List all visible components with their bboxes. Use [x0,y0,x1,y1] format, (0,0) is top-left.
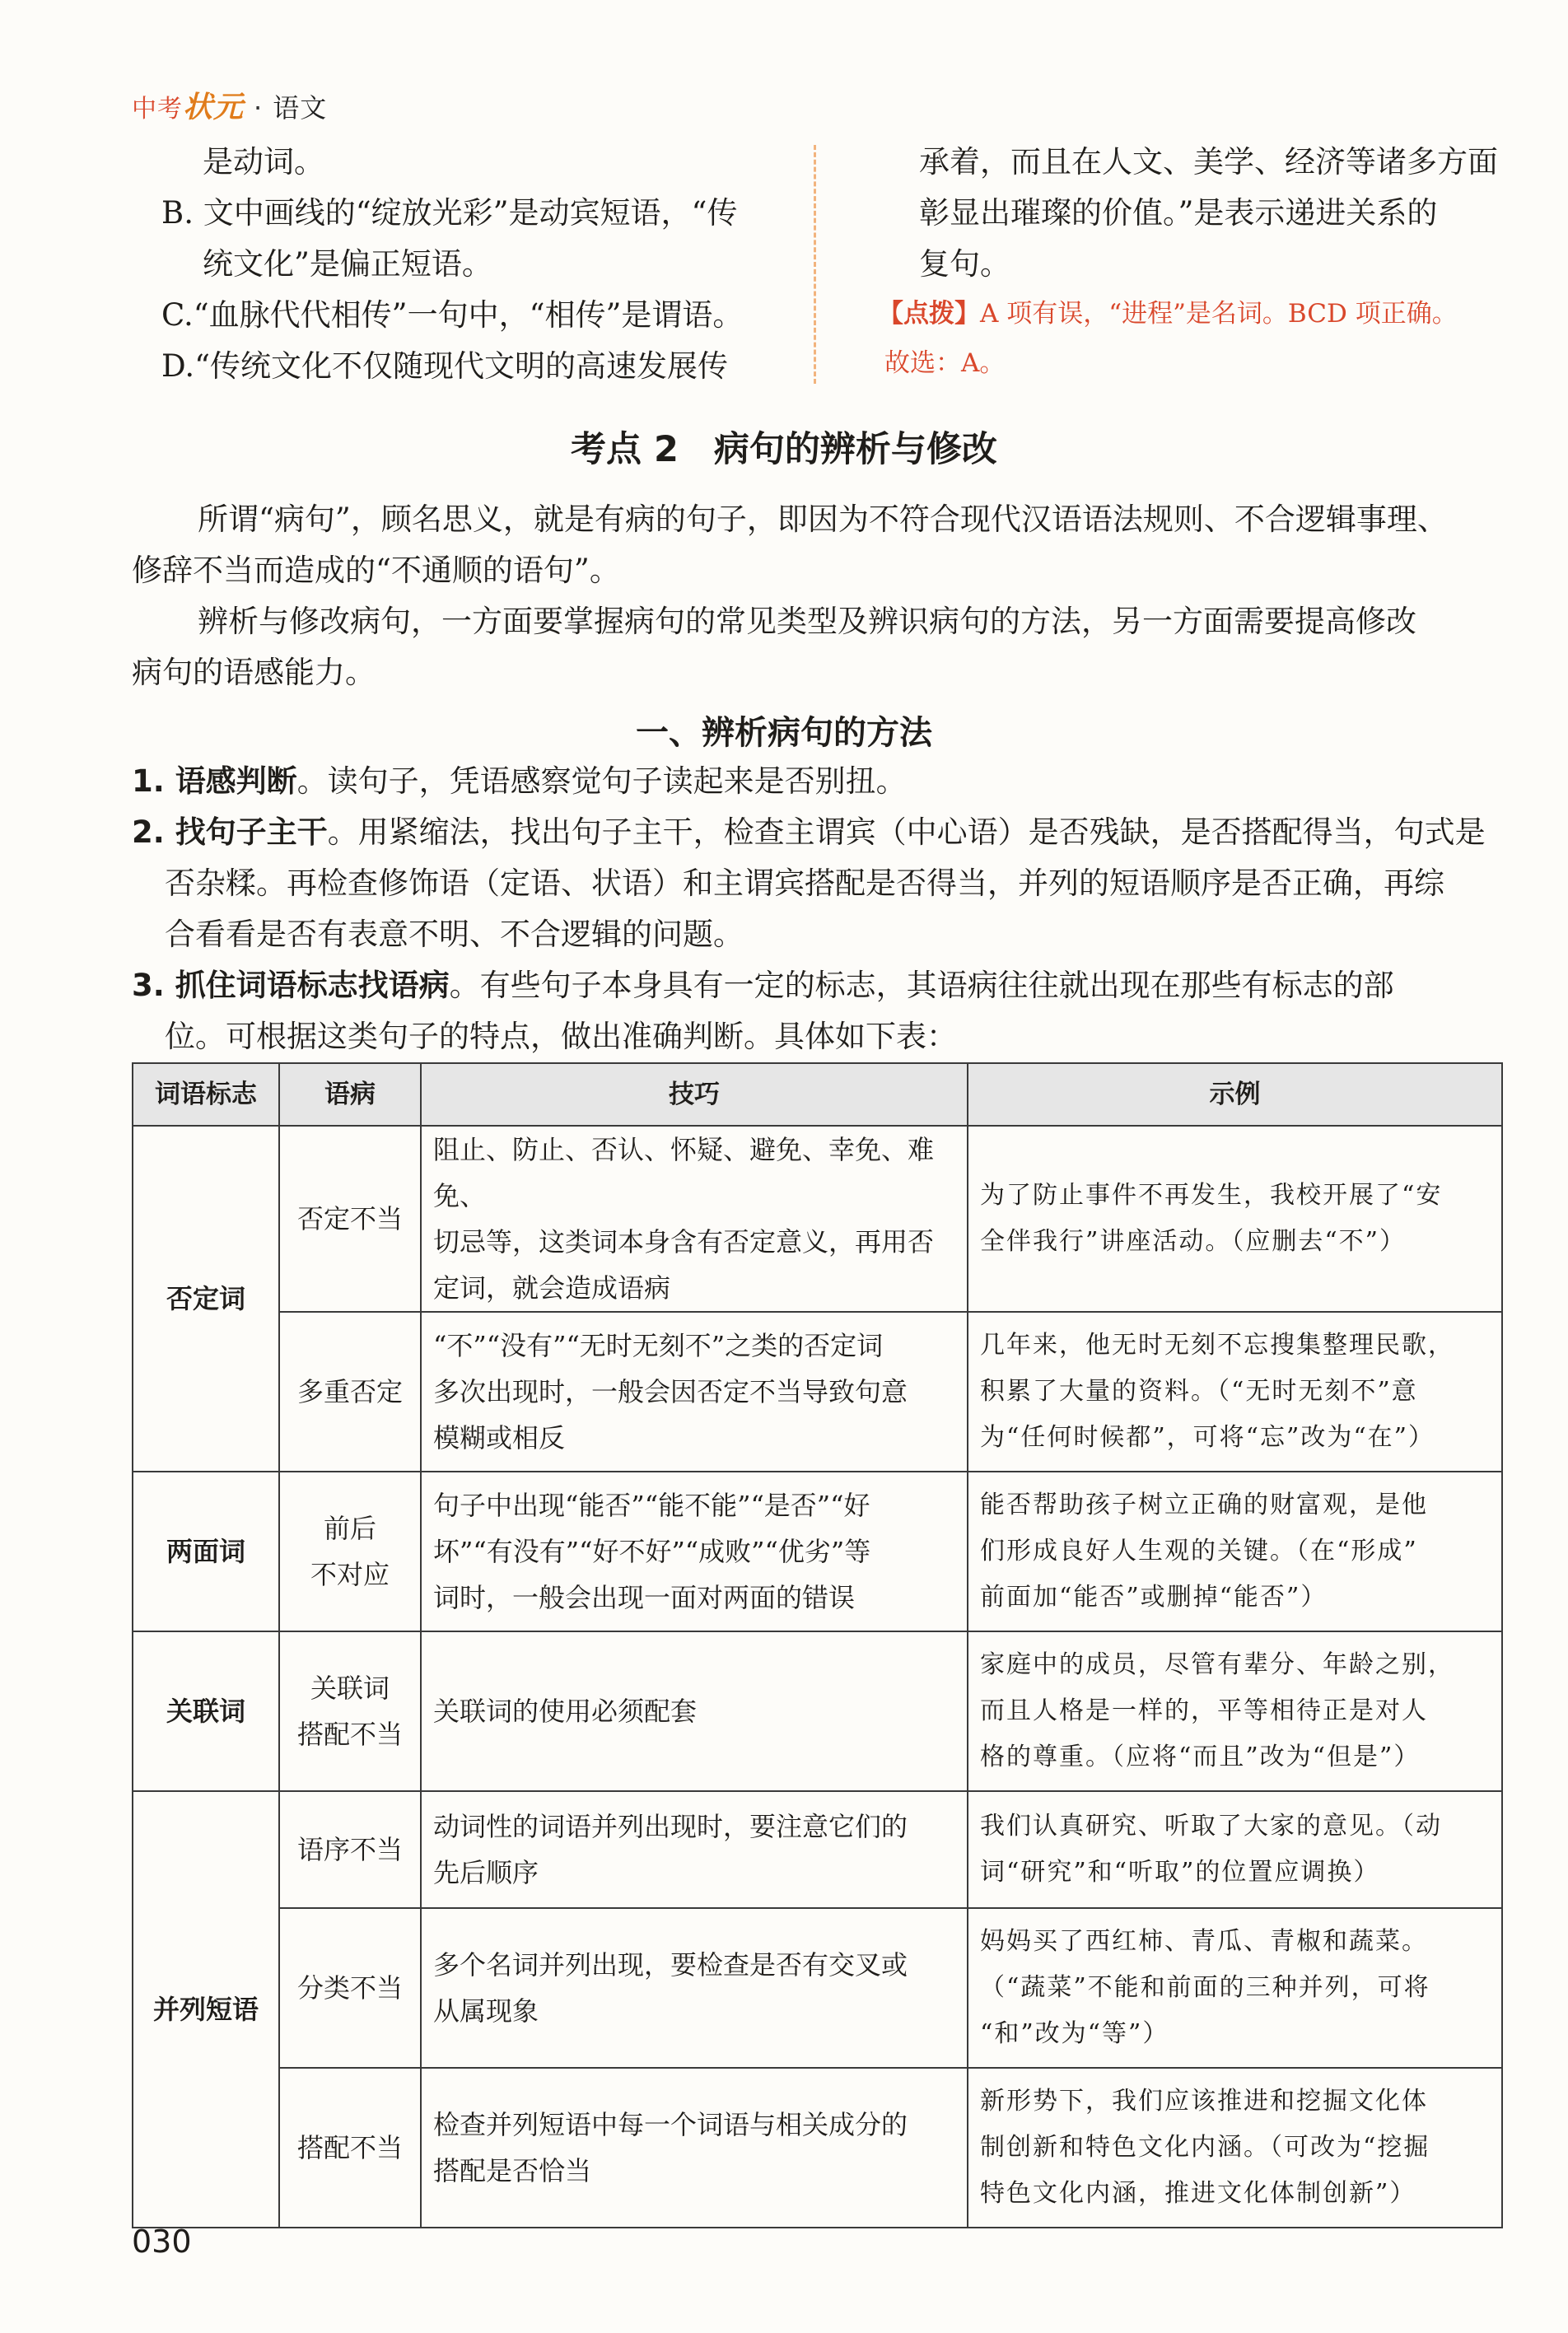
table-row [133,1312,1502,1472]
hint-note [878,301,1458,327]
example-cell [968,1126,1502,1312]
method-head: 语感判断 [175,763,297,799]
cell-line: 词时，一般会出现一面对两面的错误 [433,1582,856,1613]
cell-line: 前面加“能否”或删掉“能否”） [980,1583,1328,1612]
hint-text: A 项有误，“进程”是名词。BCD 项正确。 [980,299,1458,329]
example-cell [968,1312,1502,1472]
cell-line: 坏”“有没有”“好不好”“成败”“优劣”等 [433,1536,871,1567]
error-type-cell [279,1472,421,1631]
cell-line: “和”改为“等”） [980,2019,1169,2048]
left-col-line: 统文化”是偏正短语。 [203,246,492,282]
col-header: 技巧 [421,1063,968,1126]
option-c-line: C.“血脉代代相传”一句中，“相传”是谓语。 [161,297,744,333]
table-row [133,1126,1502,1312]
cell-line: 搭配是否恰当 [433,2155,592,2186]
technique-cell [421,1472,968,1631]
cell-line: 切忌等，这类词本身含有否定意义，再用否 [433,1226,935,1257]
right-col-line: 承着，而且在人文、美学、经济等诸多方面 [919,144,1498,180]
example-cell [968,1472,1502,1631]
col-header: 示例 [968,1063,1502,1126]
cell-line: 而且人格是一样的，平等相待正是对人 [980,1696,1428,1725]
cell-line: 为了防止事件不再发生，我校开展了“安 [980,1181,1443,1210]
cell-line: 制创新和特色文化内涵。（可改为“挖掘 [980,2133,1430,2162]
cell-line: 们形成良好人生观的关键。（在“形成” [980,1537,1418,1565]
option-b-line: B. 文中画线的“绽放光彩”是动宾短语，“传 [161,195,738,231]
category-cell: 并列短语 [133,1791,279,2228]
method-2: 2. 找句子主干。用紧缩法，找出句子主干，检查主谓宾（中心语）是否残缺，是否搭配得当，句式是 [132,814,1486,850]
method-num: 1 [132,763,153,799]
hint-bracket: 【点拨】 [878,299,980,329]
right-col-line: 复句。 [919,246,1010,282]
intro-line: 病句的语感能力。 [132,655,376,690]
cell-line: 我们认真研究、听取了大家的意见。（动 [980,1812,1442,1841]
example-cell [968,2068,1502,2228]
technique-cell [421,1126,968,1312]
cell-line: 语序不当 [296,1834,403,1865]
cell-line: 不对应 [310,1559,390,1590]
cell-line: 能否帮助孩子树立正确的财富观，是他 [980,1491,1428,1519]
intro-line: 修辞不当而造成的“不通顺的语句”。 [132,553,620,588]
category-cell: 否定词 [133,1126,279,1472]
table-row [133,1631,1502,1791]
error-type-cell [279,1126,421,1312]
method-1: 1. 语感判断。读句子，凭语感察觉句子读起来是否别扭。 [132,763,907,799]
cell-line: 家庭中的成员，尽管有辈分、年龄之别， [980,1650,1454,1679]
col-header: 词语标志 [133,1063,279,1126]
method-head: 找句子主干 [175,814,328,850]
cell-line: 句子中出现“能否”“能不能”“是否”“好 [433,1490,870,1521]
example-cell [968,1791,1502,1908]
example-cell [968,1631,1502,1791]
header-separator: · [254,92,264,124]
error-type-cell [279,1631,421,1791]
cell-line: 否定不当 [296,1203,403,1234]
error-type-cell [279,1908,421,2068]
cell-line: 定词，就会造成语病 [433,1272,671,1304]
cell-line: 新形势下，我们应该推进和挖掘文化体 [980,2087,1428,2116]
cell-line: （“蔬菜”不能和前面的三种并列，可将 [980,1973,1430,2002]
cell-line: 关联词 [310,1673,390,1704]
technique-cell [421,1631,968,1791]
option-d-line: D.“传统文化不仅随现代文明的高速发展传 [161,348,729,384]
cell-line: 搭配不当 [296,1719,403,1750]
method-num: 3 [132,968,153,1003]
method-2-cont: 合看看是否有表意不明、不合逻辑的问题。 [165,917,744,952]
cell-line: 妈妈买了西红柿、青瓜、青椒和蔬菜。 [980,1927,1428,1956]
cell-line: 积累了大量的资料。（“无时无刻不”意 [980,1377,1418,1406]
table-row [133,1908,1502,2068]
method-3-cont: 位。可根据这类句子的特点，做出准确判断。具体如下表： [165,1019,957,1054]
cell-line: 搭配不当 [296,2132,403,2163]
example-cell [968,1908,1502,2068]
technique-cell [421,1908,968,2068]
error-type-cell [279,1312,421,1472]
cell-line: “不”“没有”“无时无刻不”之类的否定词 [433,1330,884,1361]
right-col-line: 彰显出璀璨的价值。”是表示递进关系的 [919,195,1438,231]
hint-answer: 故选：A。 [884,348,1006,378]
method-3: 3. 抓住词语标志找语病。有些句子本身具有一定的标志，其语病往往就出现在那些有标志的部 [132,968,1394,1003]
page-number: 030 [132,2223,192,2260]
section-title: 考点 2 病句的辨析与修改 [571,429,997,470]
category-cell: 两面词 [133,1472,279,1631]
left-col-line: 是动词。 [203,144,324,180]
cell-line: 几年来，他无时无刻不忘搜集整理民歌， [980,1331,1454,1360]
subsection-title: 一、辨析病句的方法 [636,714,932,752]
brand-logo-part2: 状元 [183,91,245,124]
method-head: 抓住词语标志找语病 [175,968,450,1003]
col-header: 语病 [279,1063,421,1126]
technique-cell [421,2068,968,2228]
cell-line: 关联词的使用必须配套 [433,1696,698,1727]
table-header-row [133,1063,1502,1126]
table-row [133,2068,1502,2228]
cell-line: 先后顺序 [433,1857,539,1888]
subject-label: 语文 [273,92,328,124]
cell-line: 多次出现时，一般会因否定不当导致句意 [433,1376,908,1407]
table-row [133,1791,1502,1908]
cell-line: 模糊或相反 [433,1422,566,1453]
table-row [133,1472,1502,1631]
intro-line: 辨析与修改病句，一方面要掌握病句的常见类型及辨识病句的方法，另一方面需要提高修改 [198,604,1416,639]
category-cell: 关联词 [133,1631,279,1791]
cell-line: 从属现象 [433,1995,539,2027]
error-marker-table [132,1062,1503,2228]
cell-line: 全伴我行”讲座活动。（应删去“不”） [980,1227,1407,1256]
cell-line: 阻止、防止、否认、怀疑、避免、幸免、难免、 [433,1134,935,1211]
cell-line: 多个名词并列出现，要检查是否有交叉或 [433,1949,908,1981]
cell-line: 格的尊重。（应将“而且”改为“但是”） [980,1743,1421,1771]
cell-line: 前后 [323,1513,376,1544]
cell-line: 多重否定 [296,1376,403,1407]
method-2-cont: 否杂糅。再检查修饰语（定语、状语）和主谓宾搭配是否得当，并列的短语顺序是否正确，再综 [165,866,1444,901]
book-header [132,84,327,126]
intro-line: 所谓“病句”，顾名思义，就是有病的句子，即因为不符合现代汉语语法规则、不合逻辑事理、 [198,502,1448,537]
cell-line: 动词性的词语并列出现时，要注意它们的 [433,1811,908,1842]
cell-line: 特色文化内涵，推进文化体制创新”） [980,2179,1416,2208]
method-num: 2 [132,814,153,850]
technique-cell [421,1791,968,1908]
cell-line: 检查并列短语中每一个词语与相关成分的 [433,2109,908,2140]
error-type-cell [279,1791,421,1908]
cell-line: 分类不当 [296,1972,403,2004]
brand-logo-part1: 中考 [132,95,183,124]
cell-line: 为“任何时候都”，可将“忘”改为“在”） [980,1423,1435,1452]
column-divider [814,145,816,384]
technique-cell [421,1312,968,1472]
error-type-cell [279,2068,421,2228]
cell-line: 词“研究”和“听取”的位置应调换） [980,1858,1380,1887]
